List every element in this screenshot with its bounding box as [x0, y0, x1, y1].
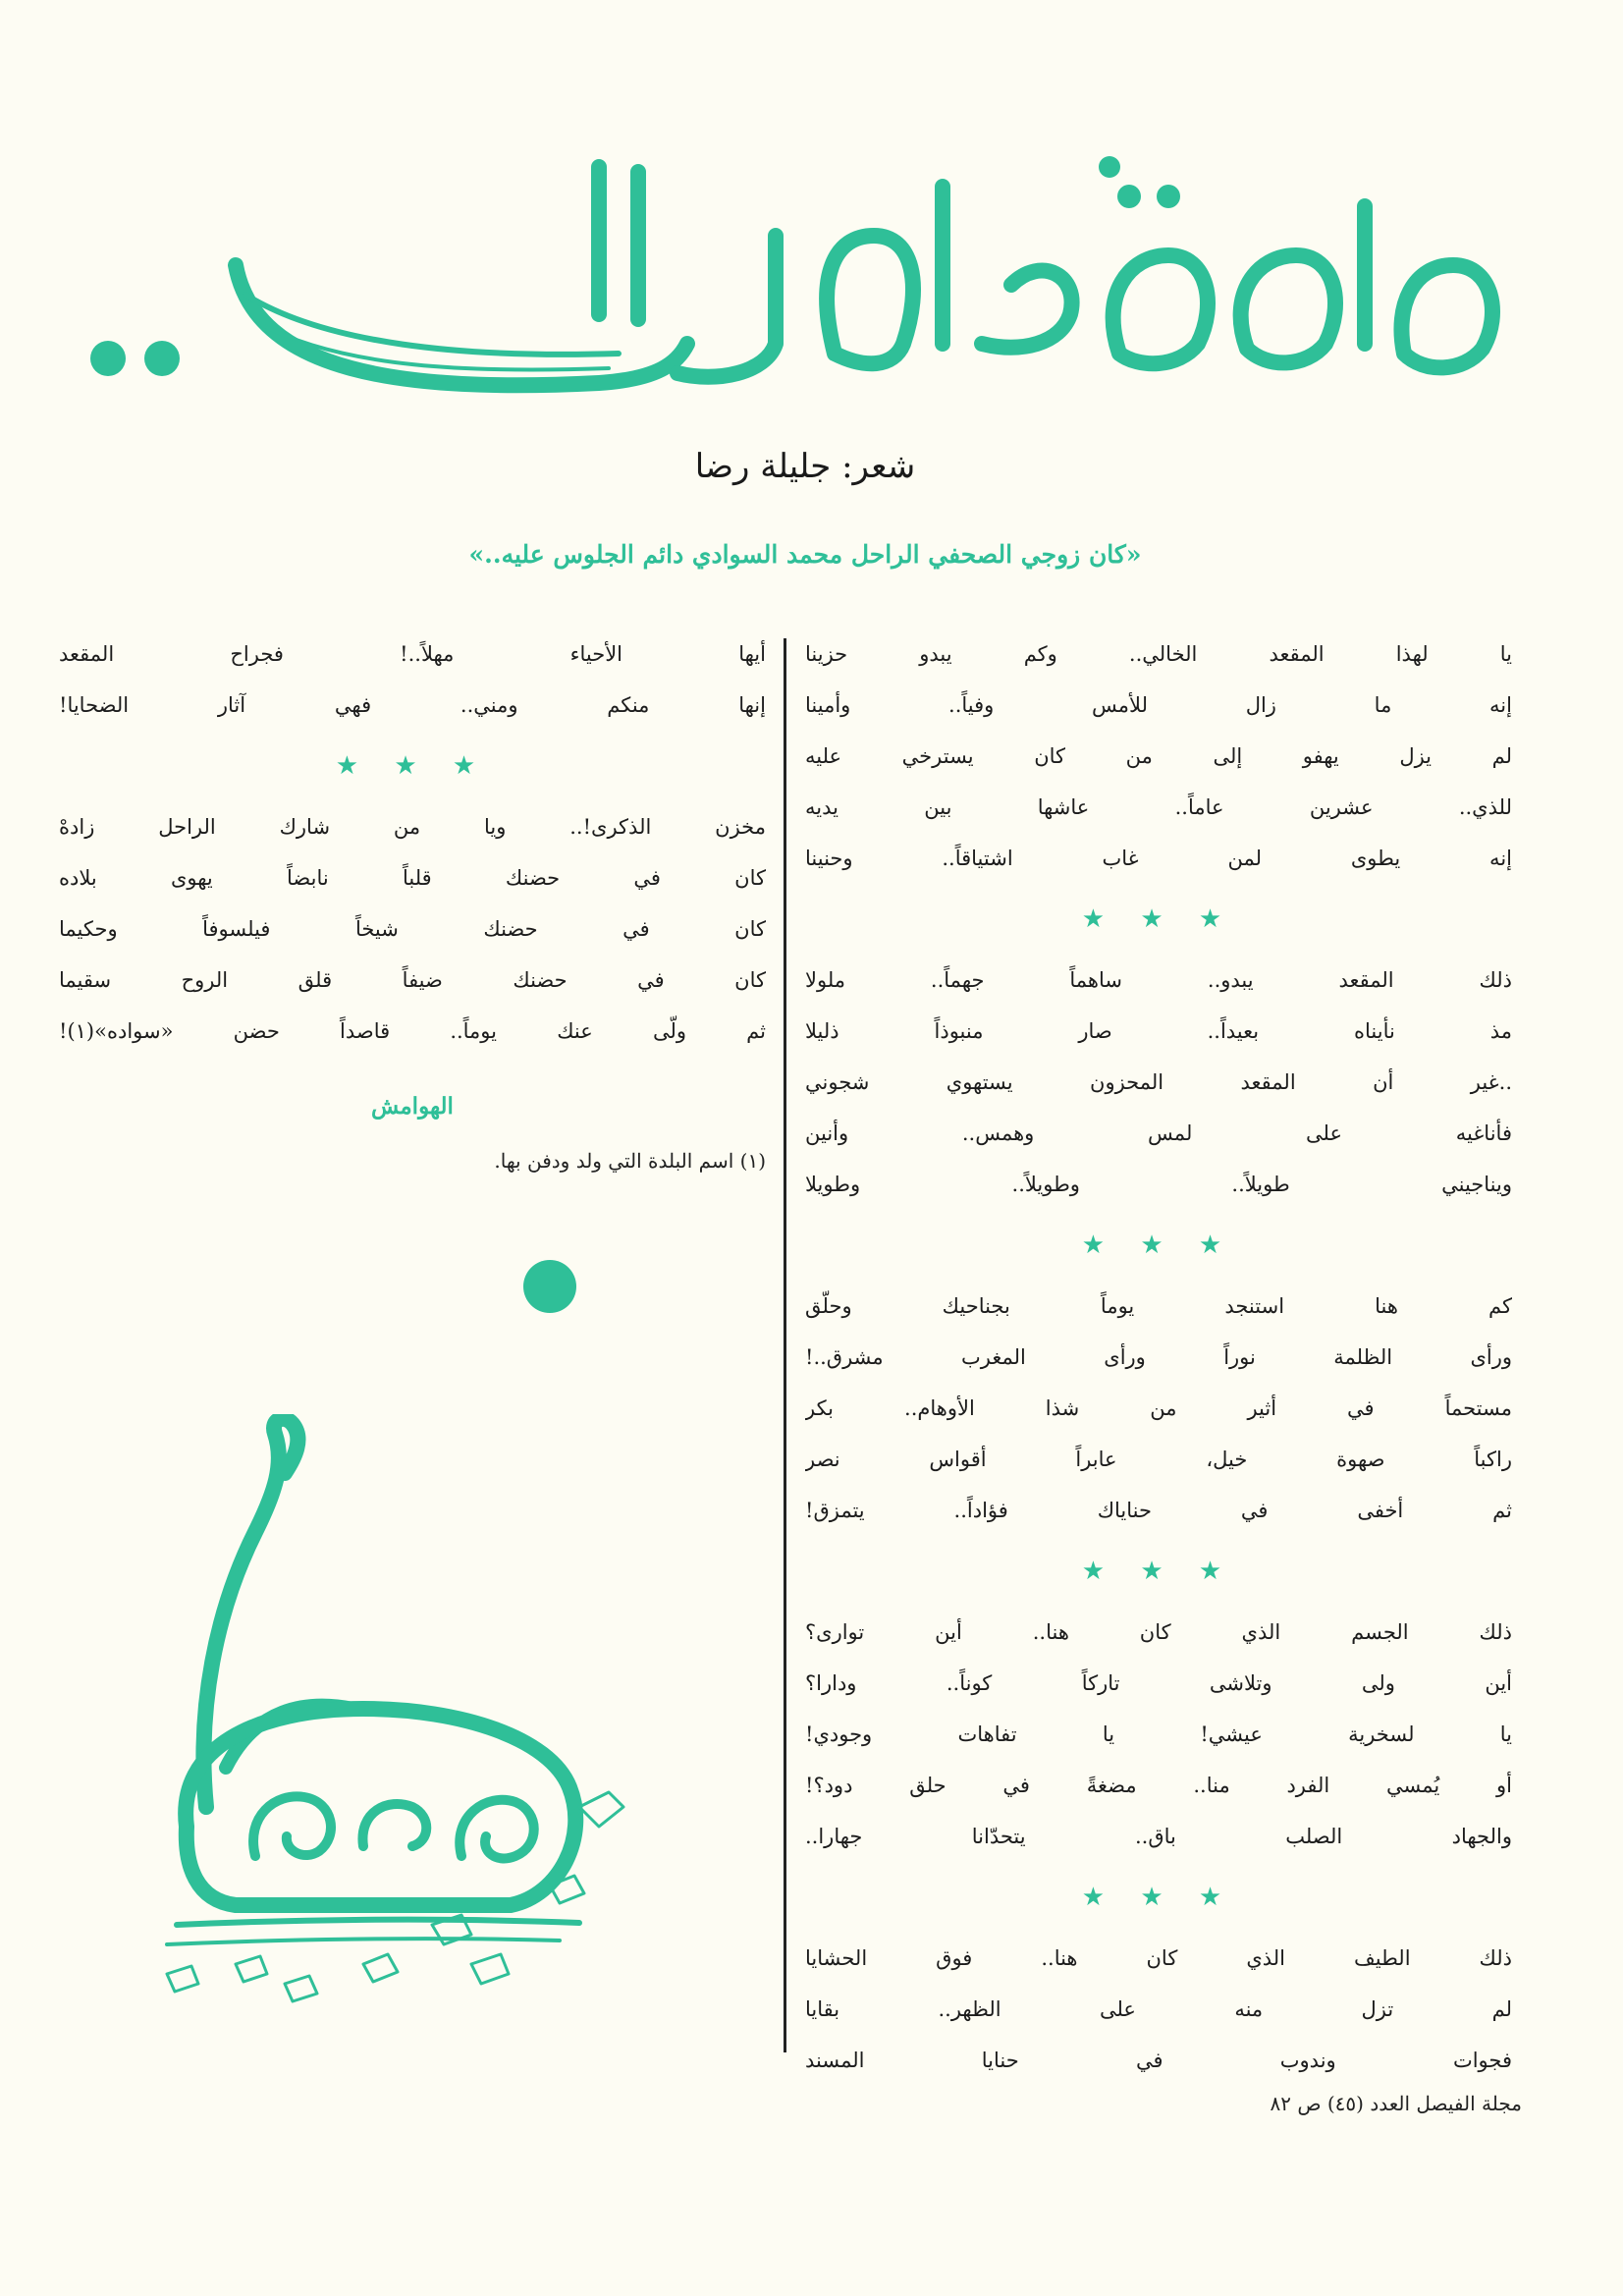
stanza — [805, 1933, 1512, 2086]
verse-line: راكباً صهوة خيل، عابراً أقواس نصر — [805, 1448, 1512, 1471]
verse-line: ذلك المقعد يبدو.. ساهماً جهماً.. ملولا — [805, 968, 1512, 992]
verse-line: ثم أخفى في حناياك فؤاداً.. يتمزق! — [805, 1499, 1512, 1522]
verse-line: ثم ولّى عنك يوماً.. قاصداً حضن «سواده»(١)! — [59, 1019, 766, 1043]
column-divider — [784, 638, 786, 2052]
verse-line: فجوات وندوب في حنايا المسند — [805, 2049, 1512, 2072]
stanza-separator-stars: ★ ★ ★ — [1081, 1557, 1236, 1586]
verse-line: فأناغيه على لمس وهمس.. وأنين — [805, 1121, 1512, 1145]
verse-line: يا لسخرية عيشي! يا تفاهات وجودي! — [805, 1722, 1512, 1746]
stanza-separator-stars: ★ ★ ★ — [1081, 1230, 1236, 1260]
calligraphic-title — [88, 147, 1542, 422]
verse-line: أيها الأحياء مهلاً..! فجراح المقعد — [59, 642, 766, 666]
verse-line: يا لهذا المقعد الخالي.. وكم يبدو حزينا — [805, 642, 1512, 666]
verse-line: مخزن الذكرى!.. ويا من شارك الراحل زادهْ — [59, 815, 766, 839]
left-poem-column — [59, 629, 766, 1190]
dedication-line: «كان زوجي الصحفي الراحل محمد السوادي دائم الجلوس عليه..» — [468, 540, 1142, 569]
footnote: (١) اسم البلدة التي ولد ودفن بها. — [494, 1149, 766, 1173]
stanza — [59, 629, 766, 731]
stanza — [805, 955, 1512, 1210]
verse-line: إنه يطوى لمن غاب اشتياقاً.. وحنينا — [805, 847, 1512, 870]
stanza — [805, 1607, 1512, 1862]
verse-line: لم يزل يهفو إلى من كان يسترخي عليه — [805, 744, 1512, 768]
verse-line: إنها منكم ومني.. فهي آثار الضحايا! — [59, 693, 766, 717]
verse-line: ذلك الطيف الذي كان هنا.. فوق الحشايا — [805, 1946, 1512, 1970]
journal-footer: مجلة الفيصل العدد (٤٥) ص ٨٢ — [1270, 2092, 1522, 2115]
empty-chair-illustration — [137, 1414, 668, 2003]
verse-line: لم تزل منه على الظهر.. بقايا — [805, 1997, 1512, 2021]
stanza — [59, 801, 766, 1057]
verse-line: كان في حضنك شيخاً فيلسوفاً وحكيما — [59, 917, 766, 941]
verse-line: مذ نأيناه بعيداً.. صار منبوذاً ذليلا — [805, 1019, 1512, 1043]
verse-line: ..غير أن المقعد المحزون يستهوي شجوني — [805, 1070, 1512, 1094]
right-poem-column — [805, 629, 1512, 2086]
verse-line: أين ولى وتلاشى تاركاً كوناً.. ودارا؟ — [805, 1671, 1512, 1695]
verse-line: كان في حضنك ضيفاً قلق الروح سقيما — [59, 968, 766, 992]
verse-line: ذلك الجسم الذي كان هنا.. أين توارى؟ — [805, 1620, 1512, 1644]
stanza — [805, 629, 1512, 884]
decorative-dot — [523, 1260, 576, 1313]
verse-line: أو يُمسي الفرد منا.. مضغةً في حلق دود؟! — [805, 1774, 1512, 1797]
footnotes-heading: الهوامش — [371, 1093, 454, 1120]
stanza-separator-stars: ★ ★ ★ — [335, 751, 490, 781]
stanza-separator-stars: ★ ★ ★ — [1081, 904, 1236, 934]
stanza-separator-stars: ★ ★ ★ — [1081, 1883, 1236, 1912]
verse-line: ويناجيني طويلاً.. وطويلاً.. وطويلا — [805, 1173, 1512, 1196]
verse-line: ورأى الظلمة نوراً ورأى المغرب مشرق..! — [805, 1345, 1512, 1369]
verse-line: إنه ما زال للأمس وفياً.. وأمينا — [805, 693, 1512, 717]
author-credit: شعر: جليلة رضا — [694, 447, 916, 486]
verse-line: كم هنا استنجد يوماً بجناحيك وحلّق — [805, 1294, 1512, 1318]
verse-line: والجهاد الصلب باق.. يتحدّانا جهارا.. — [805, 1825, 1512, 1848]
verse-line: للذي.. عشرين عاماً.. عاشها بين يديه — [805, 795, 1512, 819]
verse-line: كان في حضنك قلباً نابضاً يهوى بلاده — [59, 866, 766, 890]
stanza — [805, 1281, 1512, 1536]
verse-line: مستحماً في أثير من شذا الأوهام.. بكر — [805, 1396, 1512, 1420]
